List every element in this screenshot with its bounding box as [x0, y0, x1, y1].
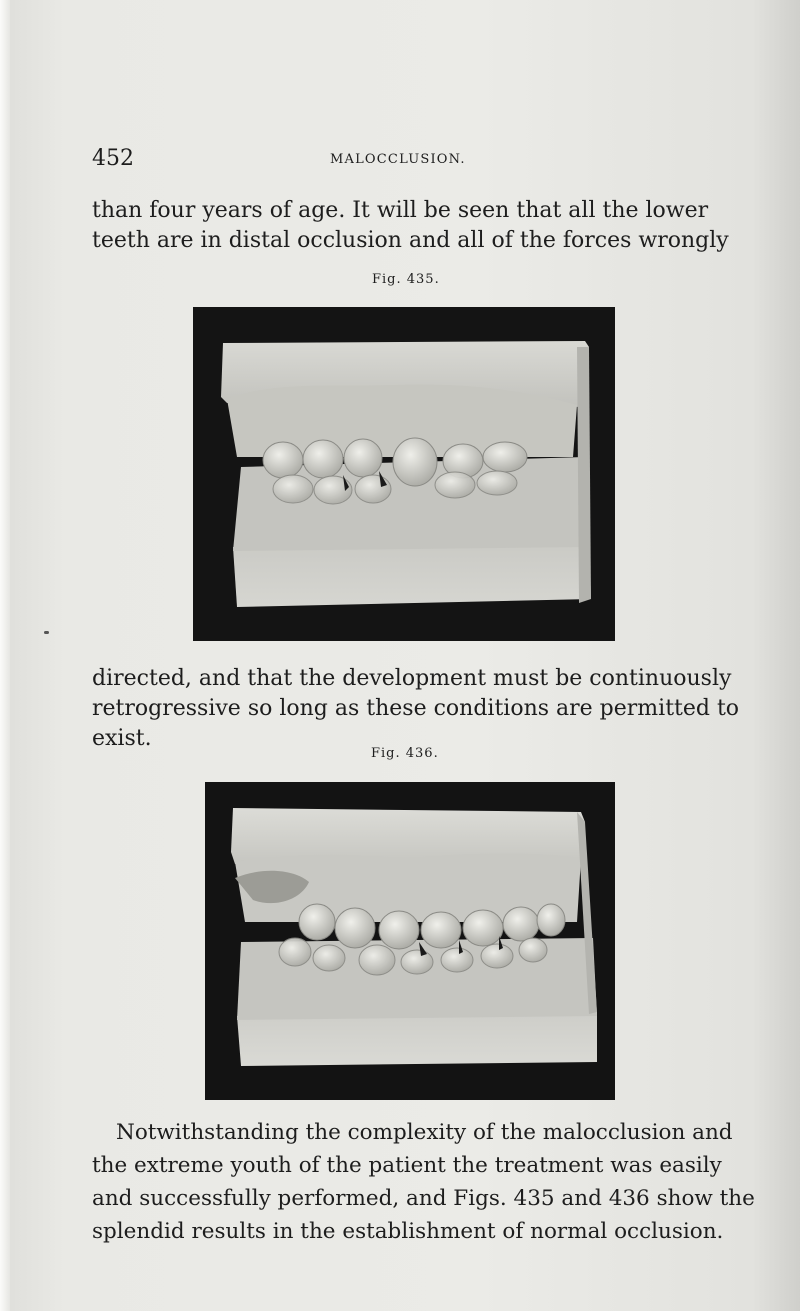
page-header — [92, 146, 724, 176]
page-number: 452 — [92, 146, 134, 171]
figure-435-caption: Fig. 435. — [372, 272, 440, 287]
paragraph-line: splendid results in the establishment of normal occlusion. — [92, 1219, 724, 1244]
paragraph-line: the extreme youth of the patient the treatment was easily — [92, 1153, 722, 1178]
paragraph-line: teeth are in distal occlusion and all of the forces wrongly — [92, 228, 729, 253]
running-head: MALOCCLUSION. — [330, 152, 466, 167]
paragraph-line: and successfully performed, and Figs. 435 and 436 show the — [92, 1186, 755, 1211]
figure-435-dental-cast-photo — [193, 307, 615, 641]
paragraph-line: retrogressive so long as these conditions are permitted to — [92, 696, 740, 721]
paragraph-1 — [92, 196, 729, 256]
paragraph-2 — [92, 664, 740, 754]
paragraph-3 — [92, 1116, 755, 1248]
dental-cast-photo-icon — [205, 782, 615, 1100]
paragraph-line: than four years of age. It will be seen that all the lower — [92, 198, 709, 223]
dental-cast-photo-icon — [193, 307, 615, 641]
page-gutter-edge — [0, 0, 10, 1311]
figure-436-caption: Fig. 436. — [371, 746, 439, 761]
figure-436-dental-cast-photo — [205, 782, 615, 1100]
paragraph-line: directed, and that the development must be continuously — [92, 666, 732, 691]
paragraph-line: Notwithstanding the complexity of the malocclusion and — [116, 1120, 733, 1145]
paragraph-line: exist. — [92, 726, 152, 751]
scan-speck — [44, 631, 49, 634]
